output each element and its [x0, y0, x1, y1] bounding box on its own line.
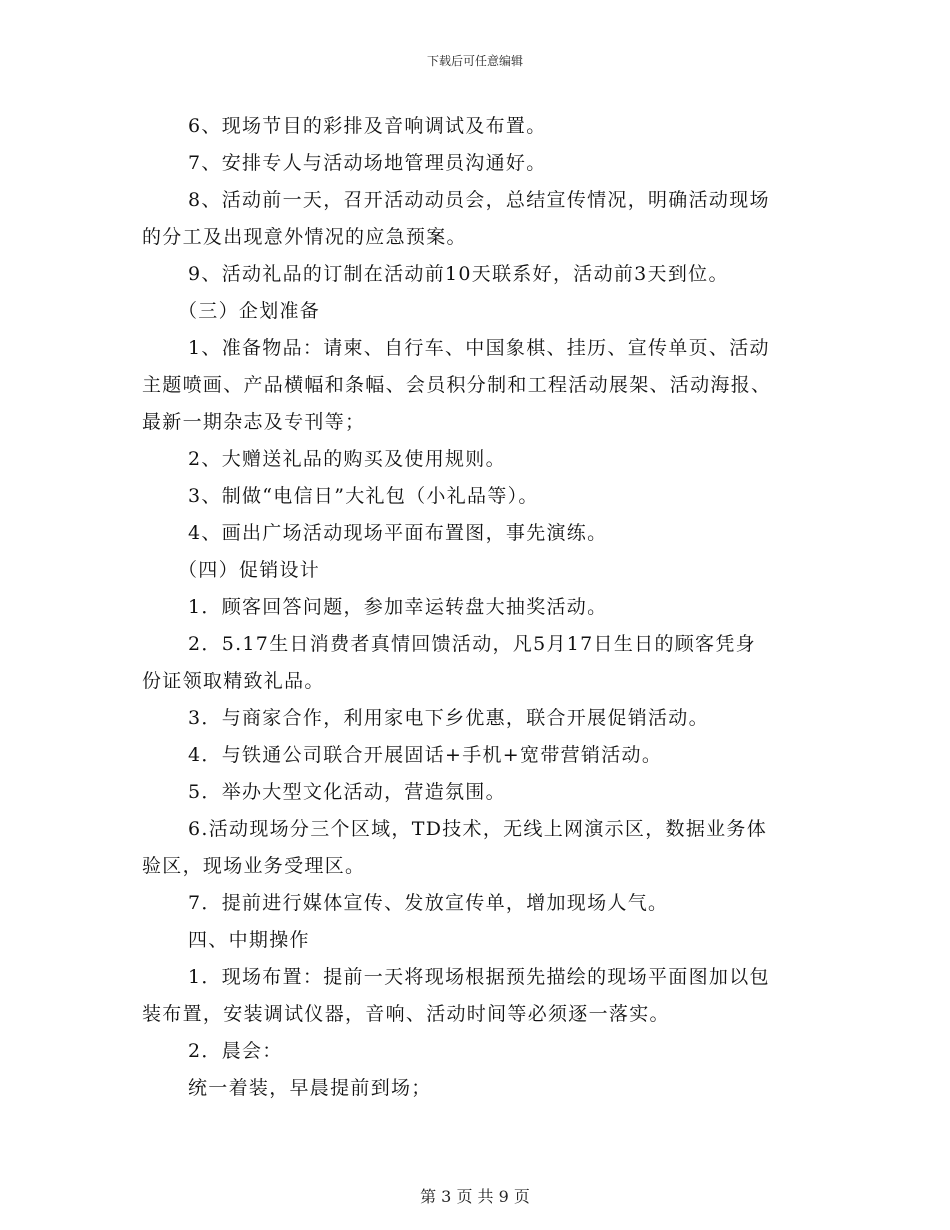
paragraph-line: 4、画出广场活动现场平面布置图，事先演练。 — [188, 522, 608, 544]
paragraph-line: 9、活动礼品的订制在活动前10天联系好，活动前3天到位。 — [188, 263, 729, 285]
section-heading: 四、中期操作 — [188, 929, 310, 951]
paragraph-line: 7、安排专人与活动场地管理员沟通好。 — [188, 152, 547, 174]
paragraph-line: 份证领取精致礼品。 — [142, 670, 325, 692]
section-heading: （四）促销设计 — [178, 559, 321, 581]
paragraph-line: 2．5.17生日消费者真情回馈活动，凡5月17日生日的顾客凭身 — [188, 633, 756, 655]
paragraph-line: 4．与铁通公司联合开展固话+手机+宽带营销活动。 — [188, 744, 663, 766]
page-footer: 第 3 页 共 9 页 — [420, 1187, 530, 1206]
paragraph-line: 统一着装，早晨提前到场； — [188, 1077, 432, 1099]
paragraph-line: 8、活动前一天，召开活动动员会，总结宣传情况，明确活动现场 — [188, 189, 770, 211]
page-header: 下载后可任意编辑 — [426, 54, 523, 68]
paragraph-line: 3、制做“电信日”大礼包（小礼品等）。 — [188, 485, 539, 507]
paragraph-line: 验区，现场业务受理区。 — [142, 855, 366, 877]
paragraph-line: 的分工及出现意外情况的应急预案。 — [142, 226, 467, 248]
paragraph-line: 6.活动现场分三个区域，TD技术，无线上网演示区，数据业务体 — [188, 818, 768, 840]
paragraph-line: 最新一期杂志及专刊等； — [142, 411, 366, 433]
paragraph-line: 2．晨会： — [188, 1040, 283, 1062]
paragraph-line: 6、现场节目的彩排及音响调试及布置。 — [188, 115, 547, 137]
section-heading: （三）企划准备 — [178, 300, 321, 322]
paragraph-line: 5．举办大型文化活动，营造氛围。 — [188, 781, 506, 803]
paragraph-line: 1．顾客回答问题，参加幸运转盘大抽奖活动。 — [188, 596, 608, 618]
paragraph-line: 3．与商家合作，利用家电下乡优惠，联合开展促销活动。 — [188, 707, 709, 729]
document-body — [142, 108, 810, 1107]
paragraph-line: 主题喷画、产品横幅和条幅、会员积分制和工程活动展架、活动海报、 — [142, 374, 772, 396]
paragraph-line: 装布置，安装调试仪器，音响、活动时间等必须逐一落实。 — [142, 1003, 670, 1025]
paragraph-line: 1、准备物品：请柬、自行车、中国象棋、挂历、宣传单页、活动 — [188, 337, 770, 359]
paragraph-line: 2、大赠送礼品的购买及使用规则。 — [188, 448, 506, 470]
paragraph-line: 1．现场布置：提前一天将现场根据预先描绘的现场平面图加以包 — [188, 966, 770, 988]
paragraph-line: 7．提前进行媒体宣传、发放宣传单，增加现场人气。 — [188, 892, 669, 914]
